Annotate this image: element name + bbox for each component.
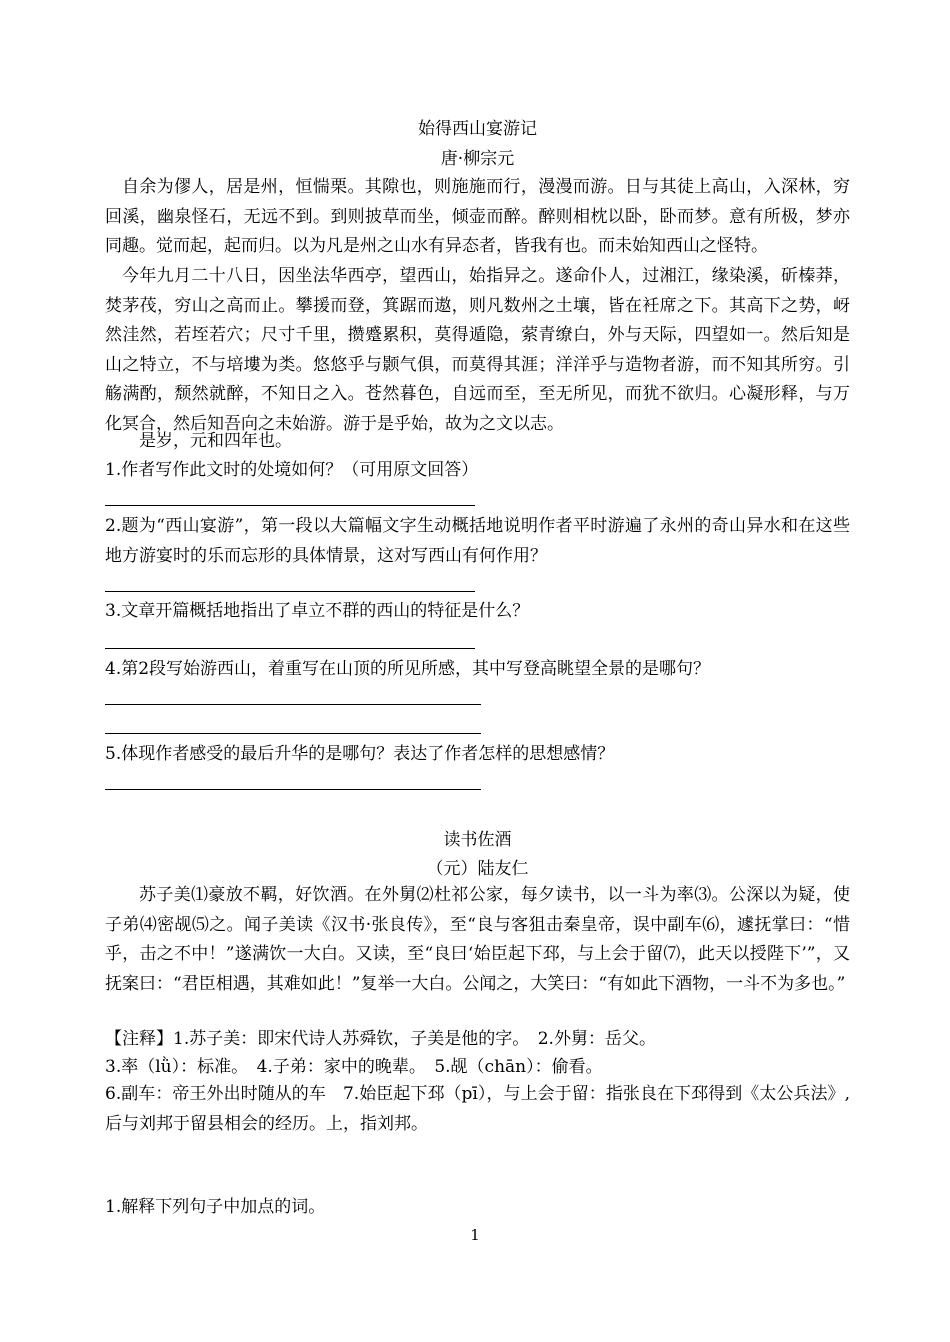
text1-paragraph-1: 自余为僇人，居是州，恒惴栗。其隙也，则施施而行，漫漫而游。日与其徒上高山，入深林，穷回溪，幽泉怪石，无远不到。到则披草而坐，倾壶而醉。醉则相枕以卧，卧而梦。意有所极，梦亦同趣。觉而起，起而归。以为凡是州之山水有异态者，皆我有也。而未始知西山之怪特。 xyxy=(105,177,850,256)
text2-question-1: 1.解释下列句子中加点的词。 xyxy=(105,1197,326,1217)
page-number: 1 xyxy=(470,1226,480,1244)
text2-paragraph: 苏子美⑴豪放不羁，好饮酒。在外舅⑵杜祁公家，每夕读书，以一斗为率⑶。公深以为疑，使子弟⑷密觇⑸之。闻子美读《汉书·张良传》，至“良与客狙击秦皇帝，误中副车⑹，遽抚掌曰：“惜乎，击之不中！”遂满饮一大白。又读，至“良曰‘始臣起下邳，与上会于留⑺，此天以授陛下’”，又抚案曰：“君臣相遇，其难如此！”复举一大白。公闻之，大笑曰：“有如此下酒物，一斗不为多也。” xyxy=(105,885,850,994)
text1-question-4: 4.第2段写始游西山，着重写在山顶的所见所感，其中写登高眺望全景的是哪句？ xyxy=(105,659,711,679)
text2-note-1: 【注释】1.苏子美：即宋代诗人苏舜钦，子美是他的字。 2.外舅：岳父。 xyxy=(105,1029,656,1049)
text1-author: 唐·柳宗元 xyxy=(440,149,515,169)
text1-question-3: 3.文章开篇概括地指出了卓立不群的西山的特征是什么？ xyxy=(105,601,530,621)
answer-line xyxy=(105,704,481,705)
answer-line xyxy=(105,591,475,592)
answer-line xyxy=(105,648,475,649)
text1-paragraph-3: 是岁，元和四年也。 xyxy=(139,431,292,451)
text2-note-2: 3.率（lǜ）：标准。 4.子弟：家中的晚辈。 5.觇（chān）：偷看。 xyxy=(105,1057,603,1077)
answer-line xyxy=(105,789,481,790)
text2-title: 读书佐酒 xyxy=(443,830,512,850)
text1-question-5: 5.体现作者感受的最后升华的是哪句？表达了作者怎样的思想感情？ xyxy=(105,744,615,764)
answer-line xyxy=(105,505,475,506)
text2-author: （元）陆友仁 xyxy=(426,859,529,879)
text1-title: 始得西山宴游记 xyxy=(418,119,537,139)
text1-question-2: 2.题为“西山宴游”，第一段以大篇幅文字生动概括地说明作者平时游遍了永州的奇山异水和在这些地方游宴时的乐而忘形的具体情景，这对写西山有何作用？ xyxy=(105,516,850,566)
text1-question-1: 1.作者写作此文时的处境如何？（可用原文回答） xyxy=(105,460,479,480)
answer-line xyxy=(105,733,481,734)
text2-note-3: 6.副车：帝王外出时随从的车 7.始臣起下邳（pī），与上会于留：指张良在下邳得到《太公兵法》,后与刘邦于留县相会的经历。上，指刘邦。 xyxy=(105,1084,850,1134)
text1-paragraph-2: 今年九月二十八日，因坐法华西亭，望西山，始指异之。遂命仆人，过湘江，缘染溪，斫榛莽，焚茅茷，穷山之高而止。攀援而登，箕踞而遨，则凡数州之土壤，皆在衽席之下。其高下之势，岈然洼然，若垤若穴；尺寸千里，攒蹙累积，莫得遁隐，萦青缭白，外与天际，四望如一。然后知是山之特立，不与培塿为类。悠悠乎与颢气俱，而莫得其涯；洋洋乎与造物者游，而不知其所穷。引觞满酌，颓然就醉，不知日之入。苍然暮色，自远而至，至无所见，而犹不欲归。心凝形释，与万化冥合，然后知吾向之未始游。游于是乎始，故为之文以志。 xyxy=(105,266,850,434)
